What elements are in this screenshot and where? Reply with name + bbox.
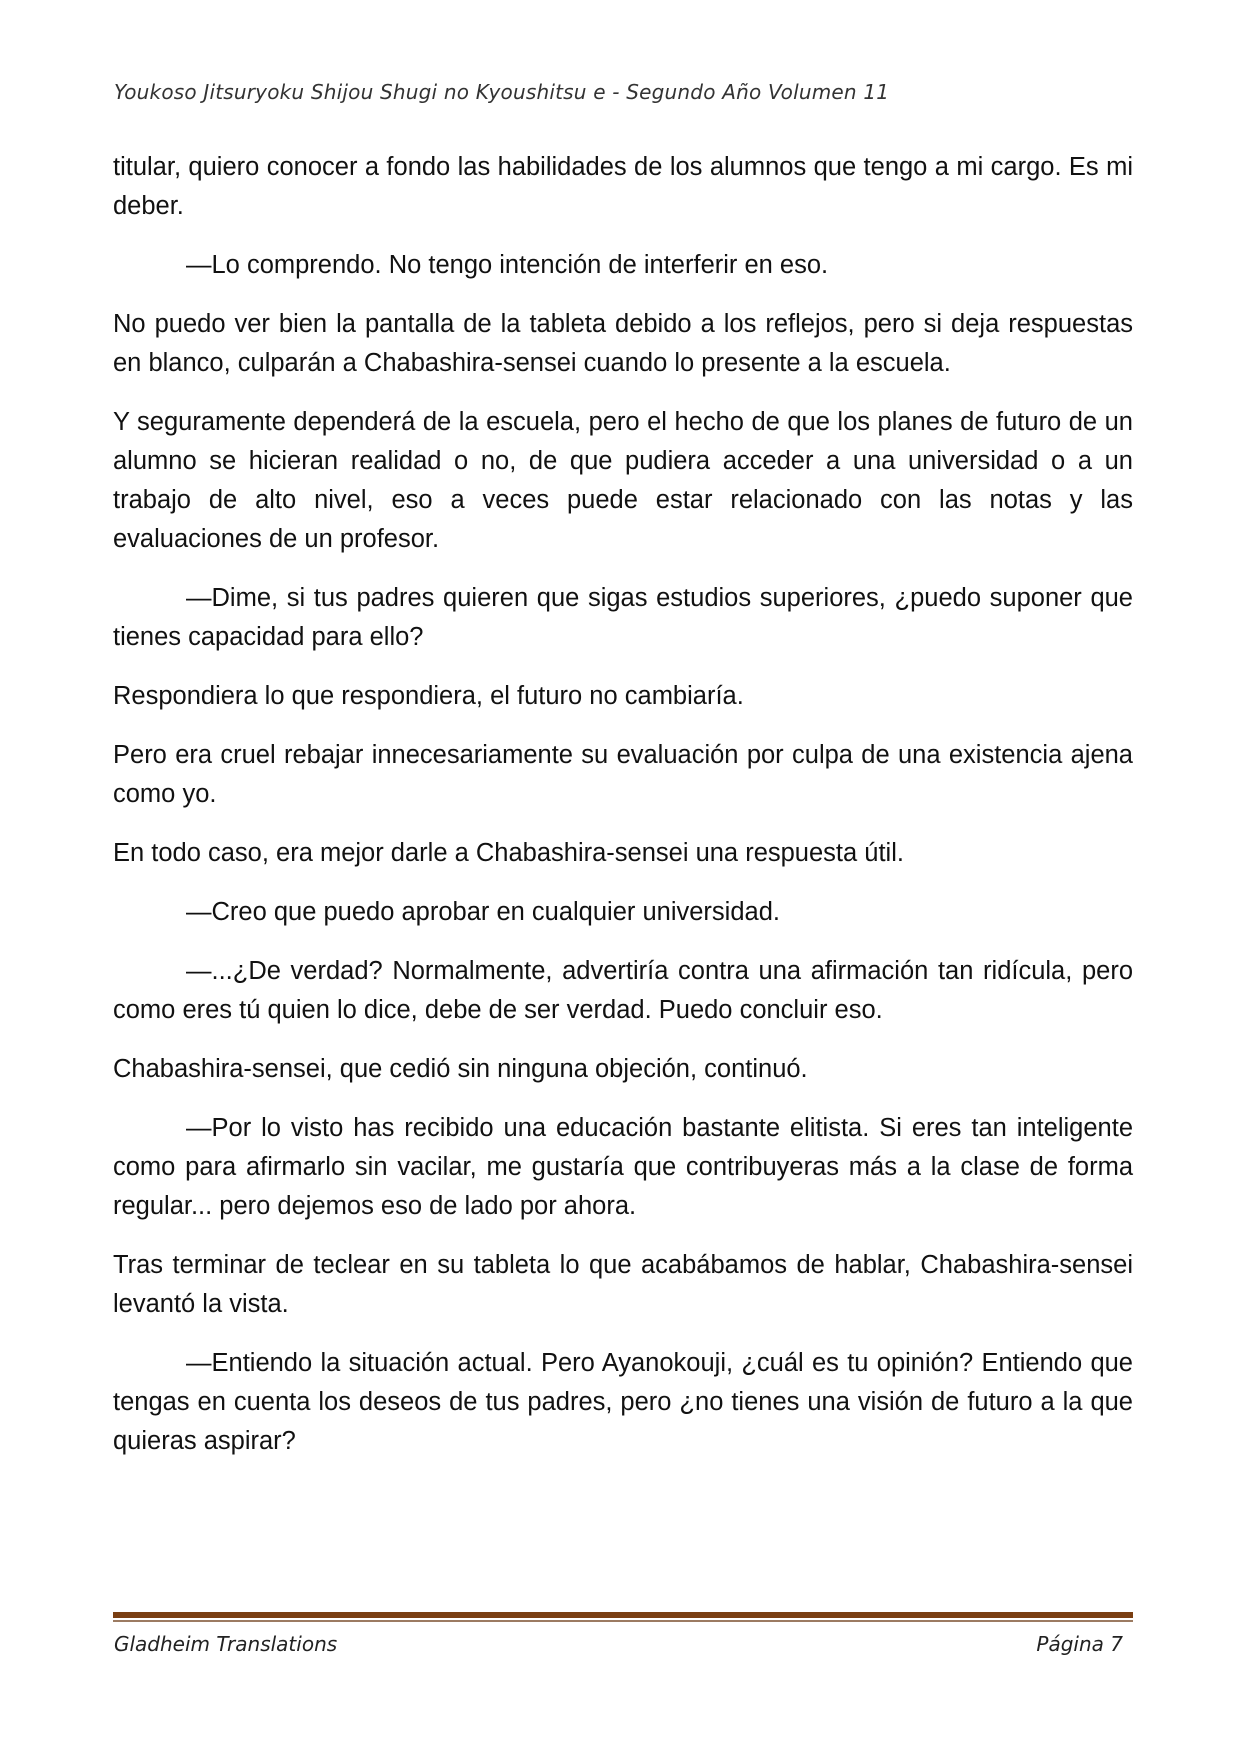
paragraph: No puedo ver bien la pantalla de la tableta debido a los reflejos, pero si deja respuestas en blanco, culparán a Chabashira-sensei cuando lo presente a la escuela.: [113, 310, 1133, 377]
footer-divider-thin: [113, 1620, 1133, 1622]
dialogue-paragraph: —Creo que puedo aprobar en cualquier universidad.: [186, 898, 780, 926]
paragraph: Respondiera lo que respondiera, el futuro no cambiaría.: [113, 682, 744, 710]
dialogue-paragraph: —Entiendo la situación actual. Pero Ayanokouji, ¿cuál es tu opinión? Entiendo que tengas en cuenta los deseos de tus padres, pero ¿no tienes una visión de futuro a la que quieras aspirar?: [113, 1349, 1133, 1455]
page-number: Página 7: [1036, 1632, 1123, 1656]
dialogue-paragraph: —Por lo visto has recibido una educación bastante elitista. Si eres tan inteligente como para afirmarlo sin vacilar, me gustaría que contribuyeras más a la clase de forma regular... pero dejemos eso de lado por ahora.: [113, 1114, 1133, 1220]
paragraph: Chabashira-sensei, que cedió sin ninguna objeción, continuó.: [113, 1055, 808, 1083]
dialogue-paragraph: —Lo comprendo. No tengo intención de interferir en eso.: [186, 251, 829, 279]
paragraph: Pero era cruel rebajar innecesariamente su evaluación por culpa de una existencia ajena como yo.: [113, 741, 1133, 808]
footer-divider-thick: [113, 1612, 1133, 1618]
paragraph: titular, quiero conocer a fondo las habilidades de los alumnos que tengo a mi cargo. Es mi deber.: [113, 153, 1133, 220]
dialogue-paragraph: —Dime, si tus padres quieren que sigas estudios superiores, ¿puedo suponer que tienes capacidad para ello?: [113, 584, 1133, 651]
dialogue-paragraph: —...¿De verdad? Normalmente, advertiría contra una afirmación tan ridícula, pero como eres tú quien lo dice, debe de ser verdad. Puedo concluir eso.: [113, 957, 1133, 1024]
page-body: [113, 148, 1133, 1481]
paragraph: En todo caso, era mejor darle a Chabashira-sensei una respuesta útil.: [113, 839, 904, 867]
footer-divider: [113, 1612, 1133, 1622]
paragraph: Tras terminar de teclear en su tableta lo que acabábamos de hablar, Chabashira-sensei levantó la vista.: [113, 1251, 1133, 1318]
page-header: Youkoso Jitsuryoku Shijou Shugi no Kyoushitsu e - Segundo Año Volumen 11: [114, 80, 890, 104]
paragraph: Y seguramente dependerá de la escuela, pero el hecho de que los planes de futuro de un alumno se hicieran realidad o no, de que pudiera acceder a una universidad o a un trabajo de alto nivel, eso a veces puede estar relacionado con las notas y las evaluaciones de un profesor.: [113, 408, 1133, 553]
footer-credit: Gladheim Translations: [114, 1632, 338, 1656]
